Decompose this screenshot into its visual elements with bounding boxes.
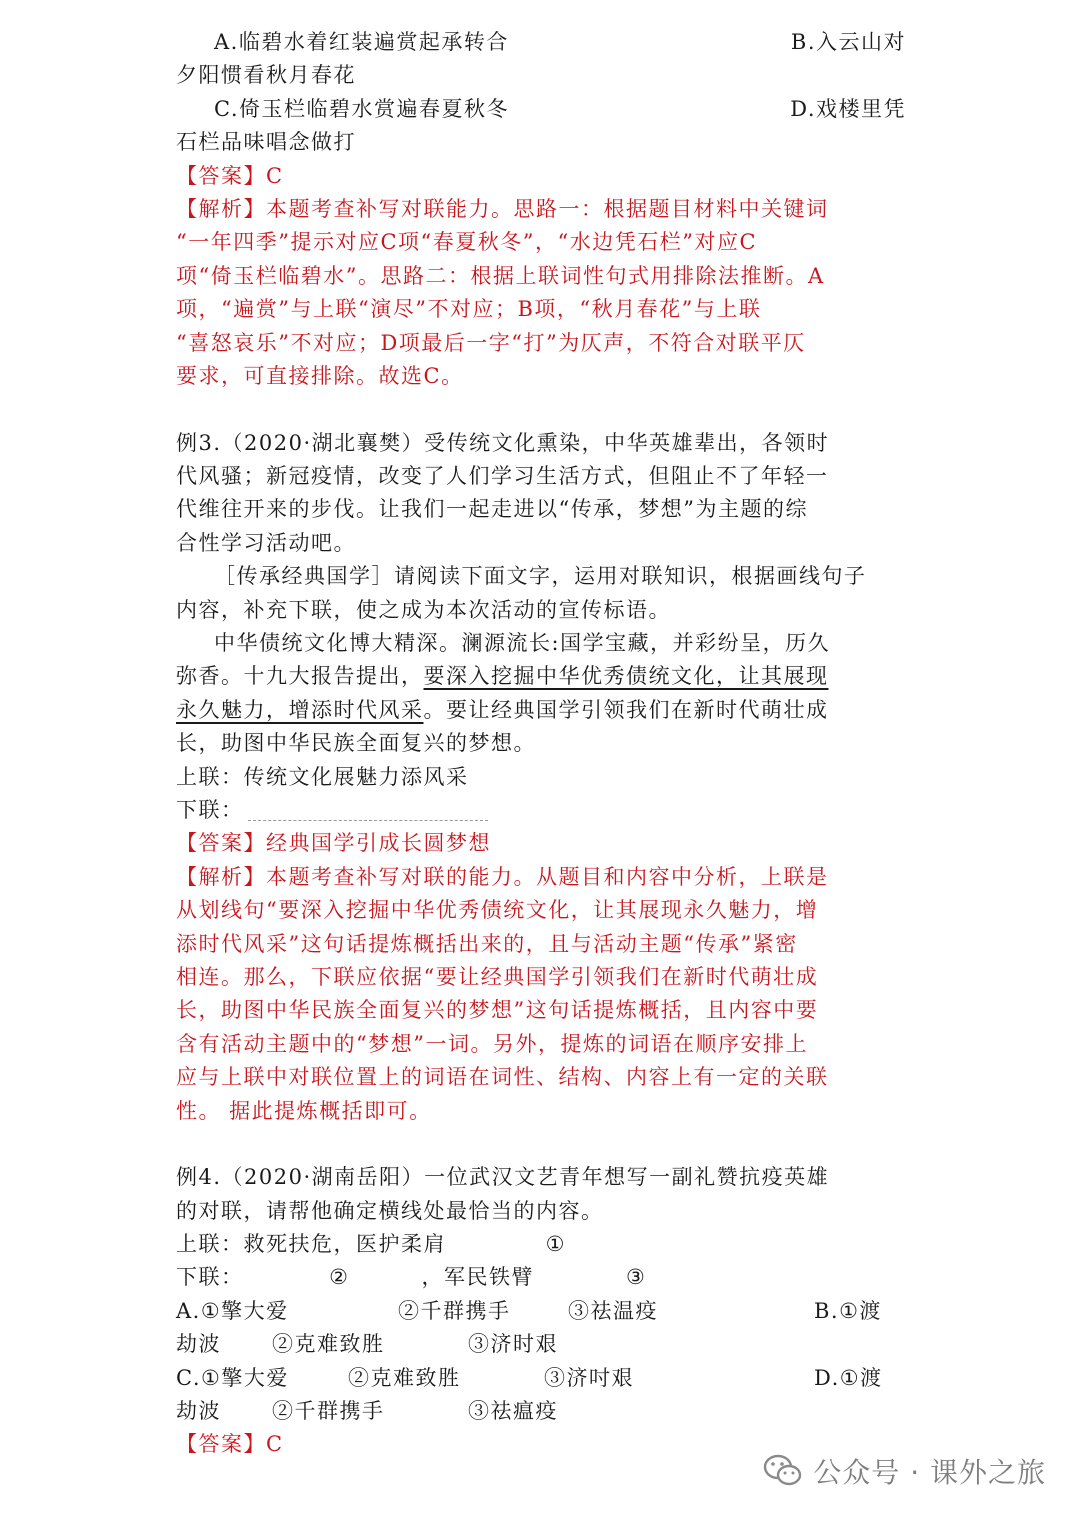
ex4-option-b-1: 劫波 (176, 1332, 221, 1357)
ex4-option-b-3: ③济时艰 (468, 1332, 558, 1357)
ex3-analysis (176, 861, 906, 1128)
ex3-underlined-sentence: 永久魅力，增添时代风采 (176, 697, 424, 722)
ex3-analysis-line: 性。 据此提炼概括即可。 (176, 1098, 432, 1123)
q2-analysis (176, 193, 906, 393)
ex4-option-d-1: 劫波 (176, 1399, 221, 1424)
ex3-lower-couplet (176, 794, 906, 827)
q2-option-c: C.倚玉栏临碧水赏遍春夏秋冬 (214, 96, 509, 121)
q2-analysis-line: 项，“遍赏”与上联“演尽”不对应；B项，“秋月春花”与上联 (176, 297, 762, 322)
ex4-option-a-1: A.①擎大爱 (176, 1298, 289, 1323)
ex3-passage-text: 。要让经典国学引领我们在新时代萌壮成 (423, 697, 829, 722)
q2-option-a: A.临碧水着红装遍赏起承转合 (214, 30, 509, 54)
ex3-passage-line (176, 660, 906, 693)
ex3-analysis-line: 添时代风采”这句话提炼概括出来的，且与活动主题“传承”紧密 (176, 931, 798, 956)
ex3-analysis-line: 【解析】本题考查补写对联的能力。从题目和内容中分析，上联是 (176, 864, 829, 889)
ex3-task-line: 内容，补充下联，使之成为本次活动的宣传标语。 (176, 597, 671, 622)
document-page (176, 26, 906, 1462)
ex4-option-c-1: C.①擎大爱 (176, 1365, 289, 1390)
ex4-option-a-2: ②千群携手 (398, 1298, 511, 1323)
ex4-lower-couplet (176, 1261, 906, 1294)
q2-option-row-2 (176, 93, 906, 126)
ex3-answer: 【答案】经典国学引成长圆梦想 (176, 831, 491, 856)
q2-option-d: D.戏楼里凭 (790, 96, 906, 121)
ex3-intro-line: 代维往开来的步伐。让我们一起走进以“传承，梦想”为主题的综 (176, 497, 808, 522)
ex3-underlined-sentence: 要深入挖掘中华优秀债统文化，让其展现 (423, 664, 829, 689)
answer-blank (248, 802, 488, 821)
ex4-option-b-2: ②克难致胜 (272, 1332, 385, 1357)
ex4-option-d-3: ③祛瘟疫 (468, 1399, 558, 1424)
ex3-passage-line: 长，助图中华民族全面复兴的梦想。 (176, 731, 536, 756)
example-3 (176, 427, 906, 1128)
ex3-passage-line (176, 694, 906, 727)
ex4-answer: 【答案】C (176, 1432, 284, 1457)
ex4-options-row-4 (176, 1395, 906, 1428)
ex4-options-row-1 (176, 1295, 906, 1328)
ex4-option-d: D.①渡 (814, 1365, 883, 1390)
ex3-analysis-line: 从划线句“要深入挖掘中华优秀债统文化，让其展现永久魅力，增 (176, 898, 819, 923)
example-4 (176, 1161, 906, 1462)
q2-option-b-cont: 夕阳惯看秋月春花 (176, 63, 356, 88)
ex4-option-a-3: ③祛温疫 (568, 1298, 658, 1323)
ex3-passage-text: 弥香。十九大报告提出， (176, 664, 424, 689)
ex4-option-b: B.①渡 (814, 1298, 882, 1323)
watermark (763, 1451, 1046, 1491)
ex4-options-row-3 (176, 1362, 906, 1395)
ex4-upper-label: 上联：救死扶危，医护柔肩 (176, 1232, 446, 1257)
ex4-option-d-2: ②千群携手 (272, 1399, 385, 1424)
ex4-lower-label: 下联： (176, 1265, 244, 1290)
ex4-upper-couplet (176, 1228, 906, 1261)
q2-analysis-line: “一年四季”提示对应C项“春夏秋冬”，“水边凭石栏”对应C (176, 230, 758, 255)
q2-analysis-line: 项“倚玉栏临碧水”。思路二：根据上联词性句式用排除法推断。A (176, 263, 825, 288)
ex4-option-c-3: ③济吋艰 (544, 1365, 634, 1390)
ex3-upper-couplet: 上联：传统文化展魅力添风采 (176, 764, 469, 789)
q2-option-d-cont: 石栏品味唱念做打 (176, 130, 356, 155)
q2-analysis-line: “喜怒哀乐”不对应；D项最后一字“打”为仄声，不符合对联平仄 (176, 330, 806, 355)
blank-marker-3: ③ (626, 1265, 647, 1290)
ex4-lower-mid: ，军民铁臂 (421, 1265, 534, 1290)
q2-analysis-line: 要求，可直接排除。故选C。 (176, 363, 464, 388)
ex4-intro-line: 的对联，请帮他确定横线处最恰当的内容。 (176, 1198, 604, 1223)
blank-marker-1: ① (545, 1232, 566, 1257)
q2-option-row-1 (176, 26, 906, 59)
ex3-analysis-line: 长，助图中华民族全面复兴的梦想”这句话提炼概括，且内容中要 (176, 998, 819, 1023)
q2-analysis-line: 【解析】本题考查补写对联能力。思路一：根据题目材料中关键词 (176, 196, 829, 221)
q2-answer: 【答案】C (176, 163, 284, 188)
wechat-icon (763, 1453, 803, 1489)
q2-option-b: B.入云山对 (790, 30, 906, 54)
ex3-analysis-line: 含有活动主题中的“梦想”一词。另外，提炼的词语在顺序安排上 (176, 1031, 808, 1056)
ex3-lower-label: 下联： (176, 797, 244, 822)
blank-marker-2: ② (329, 1265, 350, 1290)
ex3-analysis-line: 相连。那么，下联应依据“要让经典国学引领我们在新时代萌壮成 (176, 964, 819, 989)
ex4-intro-line: 例4.（2020·湖南岳阳）一位武汉文艺青年想写一副礼赞抗疫英雄 (176, 1165, 830, 1190)
ex3-analysis-line: 应与上联中对联位置上的词语在词性、结构、内容上有一定的关联 (176, 1065, 829, 1090)
ex3-passage-line: 中华债统文化博大精深。澜源流长:国学宝藏，并彩纷呈，历久 (214, 631, 831, 656)
ex4-option-c-2: ②克难致胜 (348, 1365, 461, 1390)
ex3-task-line: ［传承经典国学］请阅读下面文字，运用对联知识，根据画线句子 (214, 564, 867, 589)
ex3-intro-line: 例3.（2020·湖北襄樊）受传统文化熏染，中华英雄辈出，各领时 (176, 430, 830, 455)
ex3-intro-line: 合性学习活动吧。 (176, 530, 356, 555)
watermark-text: 公众号 · 课外之旅 (813, 1456, 1046, 1489)
ex4-options-row-2 (176, 1328, 906, 1361)
ex3-intro-line: 代风骚；新冠疫情，改变了人们学习生活方式，但阻止不了年轻一 (176, 464, 829, 489)
